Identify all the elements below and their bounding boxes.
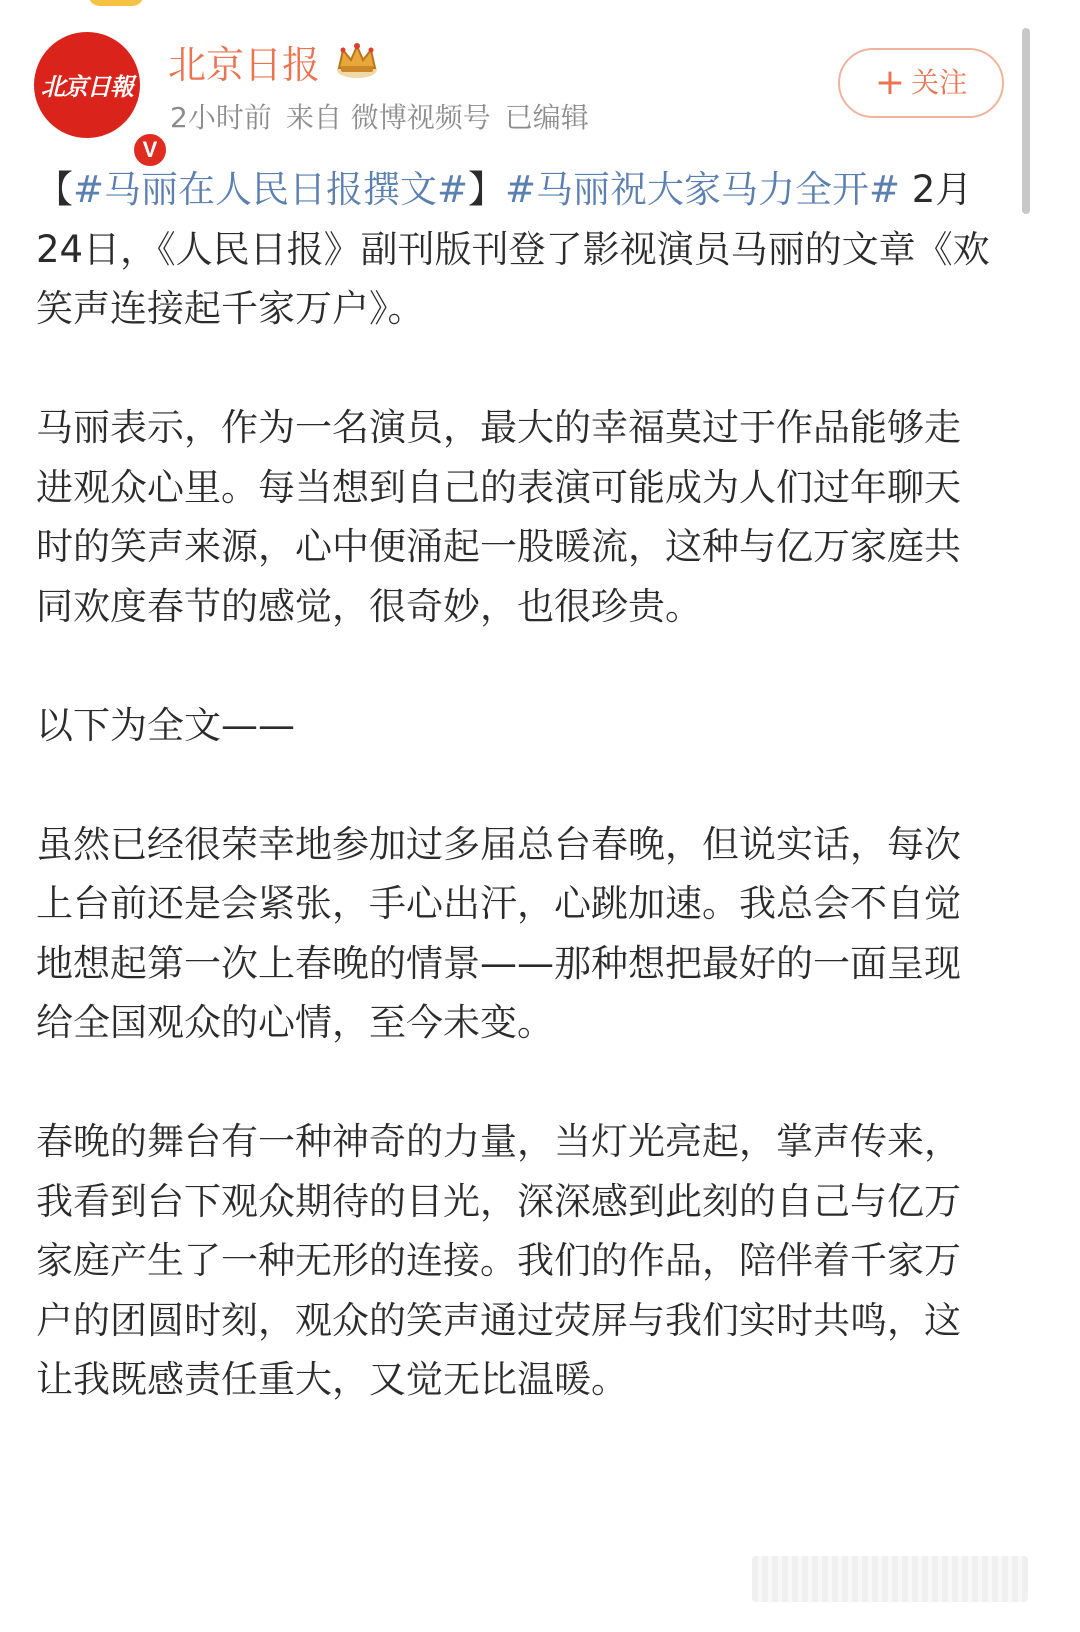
edited-label[interactable]: 已编辑 [504,101,589,134]
post-paragraph: 虽然已经很荣幸地参加过多届总台春晚，但说实话，每次上台前还是会紧张，手心出汗，心跳加速。我总会不自觉地想起第一次上春晚的情景——那种想把最好的一面呈现给全国观众的心情，至今未变。 [36,822,961,1044]
crown-icon [333,40,381,80]
follow-label: 关注 [911,66,968,99]
post-meta [170,96,603,136]
plus-icon: + [874,62,906,103]
top-badge-pill [88,0,144,6]
post-time: 2小时前 [170,101,272,134]
watermark [752,1556,1028,1602]
bracket-close: 】 [468,168,506,211]
avatar[interactable] [34,32,158,162]
post-paragraph-intro [36,160,992,339]
bracket-open: 【 [36,168,73,211]
account-name[interactable]: 北京日报 [168,43,321,87]
post-paragraph: 春晚的舞台有一种神奇的力量，当灯光亮起，掌声传来，我看到台下观众期待的目光，深深感到此刻的自己与亿万家庭产生了一种无形的连接。我们的作品，陪伴着千家万户的团圆时刻，观众的笑声通过荧屏与我们实时共鸣，这让我既感责任重大，又觉无比温暖。 [36,1120,961,1401]
scrollbar[interactable] [1022,28,1030,214]
post-source[interactable]: 来自 微博视频号 [285,101,491,134]
verified-icon: V [130,130,170,170]
intro-text: 2月24日，《人民日报》副刊版刊登了影视演员马丽的文章《欢笑声连接起千家万户》。 [36,168,990,330]
avatar-logo: 北京日報 [41,72,133,101]
post-paragraph: 以下为全文—— [36,703,295,747]
post-paragraph: 马丽表示，作为一名演员，最大的幸福莫过于作品能够走进观众心里。每当想到自己的表演可能成为人们过年聊天时的笑声来源，心中便涌起一股暖流，这种与亿万家庭共同欢度春节的感觉，很奇妙，也很珍贵。 [36,406,961,628]
hashtag-link[interactable]: #马丽在人民日报撰文# [73,168,469,211]
hashtag-link[interactable]: #马丽祝大家马力全开# [505,168,901,211]
follow-button[interactable] [838,48,1004,118]
post-body [36,160,992,1410]
